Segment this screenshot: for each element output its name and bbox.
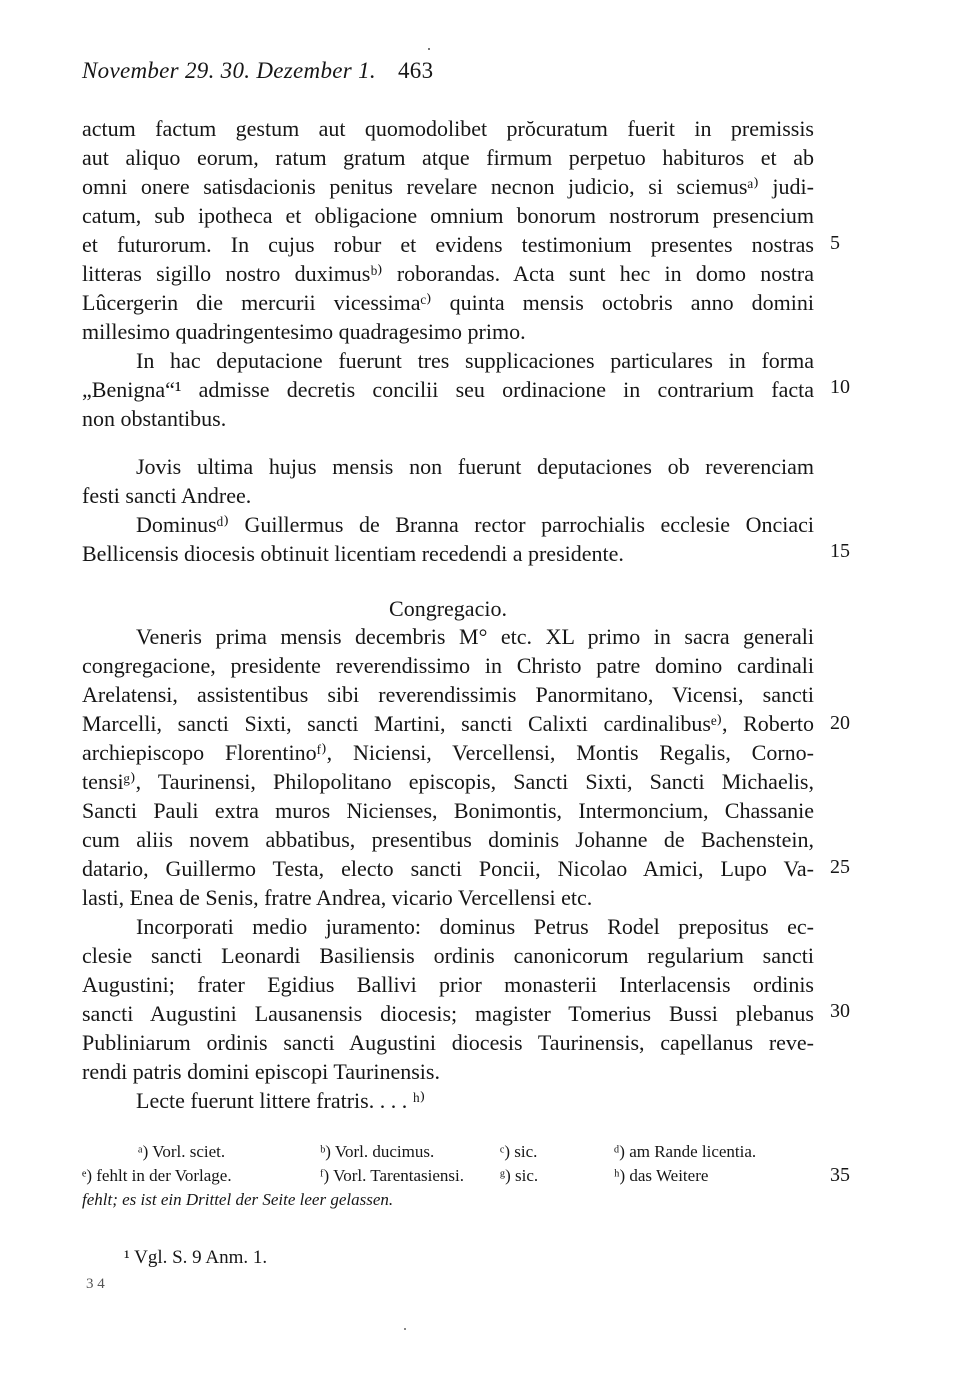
text-line: Jovis ultima hujus mensis non fuerunt deputaciones ob reverenciam <box>136 454 814 479</box>
text-line: non obstantibus. <box>82 406 227 431</box>
page-number: 463 <box>398 58 434 83</box>
line-number: 25 <box>830 856 850 878</box>
footnote-h-cont: fehlt; es ist ein Drittel der Seite leer gelassen. <box>82 1190 394 1209</box>
text-line: Publiniarum ordinis sancti Augustini diocesis Taurinensis, capellanus reve- <box>82 1030 814 1055</box>
text-line: omni onere satisdacionis penitus revelare necnon judicio, si sciemusᵃ⁾ judi- <box>82 174 814 199</box>
footnote-f: ᶠ) Vorl. Tarentasiensi. <box>320 1166 465 1185</box>
line-number: 15 <box>830 540 850 562</box>
line-number: 35 <box>830 1164 850 1186</box>
text-line: Incorporati medio juramento: dominus Petrus Rodel prepositus ec- <box>136 914 814 939</box>
footnote-row <box>82 1188 814 1212</box>
body-block-2 <box>82 452 814 568</box>
line-number: 20 <box>830 712 850 734</box>
print-speck <box>428 48 430 50</box>
text-line: Lecte fuerunt littere fratris. . . . ʰ⁾ <box>136 1088 426 1113</box>
text-line: sancti Augustini Lausanensis diocesis; magister Tomerius Bussi plebanus <box>82 1001 814 1026</box>
footnote-e: ᵉ) fehlt in der Vorlage. <box>82 1166 232 1185</box>
footnote-row <box>82 1164 814 1188</box>
text-line: actum factum gestum aut quomodolibet prŏcuratum fuerit in premissis <box>82 116 814 141</box>
footnote-h: ʰ) das Weitere <box>614 1166 709 1185</box>
text-line: litteras sigillo nostro duximusᵇ⁾ roborandas. Acta sunt hec in domo nostra <box>82 261 814 286</box>
text-line: aut aliquo eorum, ratum gratum atque firmum perpetuo habituros et ab <box>82 145 814 170</box>
source-note-row <box>82 1246 814 1270</box>
text-line: millesimo quadringentesimo quadragesimo primo. <box>82 319 526 344</box>
line-number: 30 <box>830 1000 850 1022</box>
text-line: Arelatensi, assistentibus sibi reverendissimis Panormitano, Vicensi, sancti <box>82 682 814 707</box>
text-line: et futurorum. In cujus robur et evidens testimonium presentes nostras <box>82 232 814 257</box>
corner-mark: 3 4 <box>86 1276 105 1292</box>
footnote-d: ᵈ) am Rande licentia. <box>614 1142 757 1161</box>
text-line: congregacione, presidente reverendissimo in Christo patre domino cardinali <box>82 653 814 678</box>
text-line: In hac deputacione fuerunt tres supplicaciones particulares in forma <box>136 348 814 373</box>
text-line: Sancti Pauli extra muros Nicienses, Bonimontis, Intermoncium, Chassanie <box>82 798 814 823</box>
text-line: „Benigna“¹ admisse decretis concilii seu ordinacione in contrarium facta <box>82 377 814 402</box>
footnote-a: ᵃ) Vorl. sciet. <box>138 1142 226 1161</box>
line-number: 10 <box>830 376 850 398</box>
text-line: datario, Guillermo Testa, electo sancti Poncii, Nicolao Amici, Lupo Va- <box>82 856 814 881</box>
text-line: rendi patris domini episcopi Taurinensis. <box>82 1059 440 1084</box>
text-line: Lûcergerin die mercurii vicessimaᶜ⁾ quinta mensis octobris anno domini <box>82 290 814 315</box>
text-line: lasti, Enea de Senis, fratre Andrea, vicario Vercellensi etc. <box>82 885 593 910</box>
footnote-g: ᵍ) sic. <box>500 1166 539 1185</box>
source-note-1: ¹ Vgl. S. 9 Anm. 1. <box>124 1247 268 1268</box>
footnote-c: ᶜ) sic. <box>500 1142 538 1161</box>
section-heading: Congregacio. <box>389 596 507 621</box>
section-heading-wrap <box>82 594 814 623</box>
text-line: catum, sub ipotheca et obligacione omnium bonorum nostrorum presencium <box>82 203 814 228</box>
footnote-b: ᵇ) Vorl. ducimus. <box>320 1142 435 1161</box>
text-line: festi sancti Andree. <box>82 483 252 508</box>
print-speck <box>404 1328 406 1330</box>
text-line: Bellicensis diocesis obtinuit licentiam recedendi a presidente. <box>82 541 624 566</box>
running-header <box>82 58 433 84</box>
text-line: Marcelli, sancti Sixti, sancti Martini, sancti Calixti cardinalibusᵉ⁾, Roberto <box>82 711 814 736</box>
line-number: 5 <box>830 232 840 254</box>
text-line: clesie sancti Leonardi Basiliensis ordinis canonicorum regularium sancti <box>82 943 814 968</box>
text-line: Dominusᵈ⁾ Guillermus de Branna rector parrochialis ecclesie Onciaci <box>136 512 814 537</box>
text-line: cum aliis novem abbatibus, presentibus dominis Johanne de Bachenstein, <box>82 827 814 852</box>
header-date: November 29. 30. Dezember 1. <box>82 58 376 83</box>
text-line: Augustini; frater Egidius Ballivi prior monasterii Interlacensis ordinis <box>82 972 814 997</box>
body-block-3 <box>82 622 814 1115</box>
footnote-row <box>82 1140 814 1164</box>
text-line: tensiᵍ⁾, Taurinensi, Philopolitano episcopis, Sancti Sixti, Sancti Michaelis, <box>82 769 814 794</box>
text-line: Veneris prima mensis decembris M° etc. XL primo in sacra generali <box>136 624 814 649</box>
text-line: archiepiscopo Florentinoᶠ⁾, Niciensi, Vercellensi, Montis Regalis, Corno- <box>82 740 814 765</box>
body-block-1 <box>82 114 814 433</box>
